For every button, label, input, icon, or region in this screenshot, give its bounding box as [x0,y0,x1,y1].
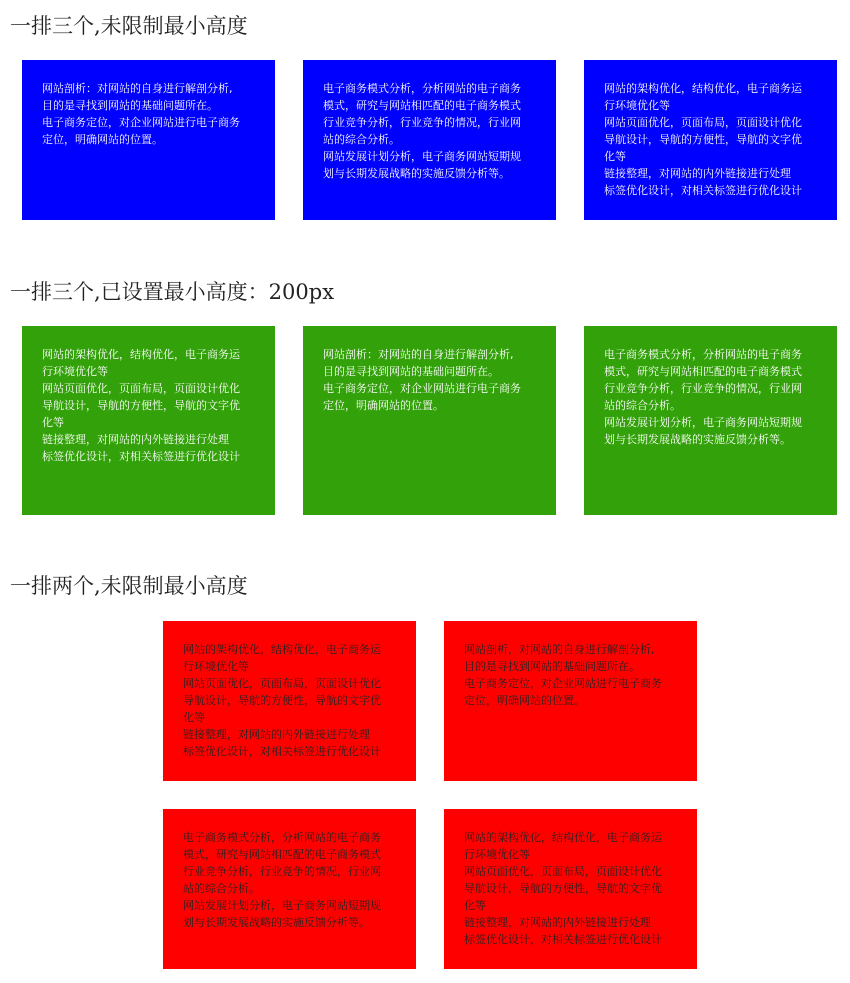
box-text-line: 链接整理，对网站的内外链接进行处理 [183,728,370,741]
box-text-line: 网站页面优化，页面布局，页面设计优化 [183,677,381,690]
box-text-line: 网站剖析，对网站的自身进行解剖分析, [464,643,655,656]
section-title-three-min-height: 一排三个,已设置最小高度：200px [10,280,335,304]
box-text-line: 电子商务定位，对企业网站进行电子商务 [42,116,240,129]
box-text-line: 电子商务定位，对企业网站进行电子商务 [323,382,521,395]
box-text-line: 划与长期发展战略的实施反馈分析等。 [323,167,510,180]
box-text-line: 标签优化设计，对相关标签进行优化设计 [183,745,381,758]
box-text-line: 行业竞争分析，行业竞争的情况，行业网 [323,116,521,129]
content-box [584,326,837,515]
box-text-line: 定位，明确网站的位置。 [42,133,163,146]
content-box [584,60,837,220]
box-text-line: 导航设计，导航的方便性，导航的文字优 [604,133,802,146]
box-text-line: 目的是寻找到网站的基础问题所在。 [464,660,640,673]
box-text-line: 标签优化设计，对相关标签进行优化设计 [604,184,802,197]
box-text-line: 化等 [42,416,64,429]
content-box [303,60,556,220]
box-text-line: 电子商务模式分析，分析网站的电子商务 [183,831,381,844]
content-box [22,326,275,515]
box-text-line: 电子商务模式分析，分析网站的电子商务 [323,82,521,95]
box-text-line: 模式，研究与网站相匹配的电子商务模式 [604,365,802,378]
box-text-line: 行业竞争分析，行业竞争的情况，行业网 [183,865,381,878]
content-box [444,621,697,781]
box-text-line: 网站页面优化，页面布局，页面设计优化 [42,382,240,395]
box-text-line: 网站的架构优化，结构优化，电子商务运 [42,348,240,361]
box-text-line: 网站的架构优化，结构优化，电子商务运 [604,82,802,95]
box-text-line: 网站页面优化，页面布局，页面设计优化 [464,865,662,878]
box-text-line: 定位，明确网站的位置。 [464,694,585,707]
box-text-line: 网站页面优化，页面布局，页面设计优化 [604,116,802,129]
section-title-two-no-min: 一排两个,未限制最小高度 [10,574,248,598]
box-text-line: 电子商务定位，对企业网站进行电子商务 [464,677,662,690]
box-text-line: 导航设计，导航的方便性，导航的文字优 [42,399,240,412]
box-text-line: 站的综合分析。 [604,399,681,412]
box-text-line: 定位，明确网站的位置。 [323,399,444,412]
content-box [444,809,697,969]
box-text-line: 模式，研究与网站相匹配的电子商务模式 [183,848,381,861]
box-text-line: 网站的架构优化，结构优化，电子商务运 [464,831,662,844]
box-text-line: 网站发展计划分析，电子商务网站短期规 [323,150,521,163]
box-text-line: 网站剖析：对网站的自身进行解剖分析, [42,82,233,95]
box-text-line: 链接整理，对网站的内外链接进行处理 [464,916,651,929]
box-text-line: 网站发展计划分析，电子商务网站短期规 [604,416,802,429]
box-text-line: 化等 [464,899,486,912]
box-text-line: 划与长期发展战略的实施反馈分析等。 [183,916,370,929]
box-text-line: 划与长期发展战略的实施反馈分析等。 [604,433,791,446]
section-title-three-no-min: 一排三个,未限制最小高度 [10,14,248,38]
content-box [22,60,275,220]
box-text-line: 链接整理，对网站的内外链接进行处理 [42,433,229,446]
box-text-line: 网站剖析：对网站的自身进行解剖分析, [323,348,514,361]
box-text-line: 站的综合分析。 [183,882,260,895]
box-text-line: 化等 [183,711,205,724]
box-text-line: 行环境优化等 [464,848,530,861]
box-text-line: 标签优化设计，对相关标签进行优化设计 [464,933,662,946]
box-text-line: 链接整理，对网站的内外链接进行处理 [604,167,791,180]
box-text-line: 导航设计，导航的方便性，导航的文字优 [464,882,662,895]
box-text-line: 行业竞争分析，行业竞争的情况，行业网 [604,382,802,395]
content-box [163,621,416,781]
box-text-line: 网站的架构优化，结构优化，电子商务运 [183,643,381,656]
box-text-line: 目的是寻找到网站的基础问题所在。 [42,99,218,112]
box-text-line: 网站发展计划分析，电子商务网站短期规 [183,899,381,912]
box-text-line: 站的综合分析。 [323,133,400,146]
box-text-line: 目的是寻找到网站的基础问题所在。 [323,365,499,378]
box-text-line: 化等 [604,150,626,163]
box-text-line: 行环境优化等 [183,660,249,673]
box-text-line: 电子商务模式分析，分析网站的电子商务 [604,348,802,361]
box-text-line: 行环境优化等 [604,99,670,112]
box-text-line: 行环境优化等 [42,365,108,378]
content-box [303,326,556,515]
box-text-line: 导航设计，导航的方便性，导航的文字优 [183,694,381,707]
box-text-line: 模式，研究与网站相匹配的电子商务模式 [323,99,521,112]
box-text-line: 标签优化设计，对相关标签进行优化设计 [42,450,240,463]
content-box [163,809,416,969]
